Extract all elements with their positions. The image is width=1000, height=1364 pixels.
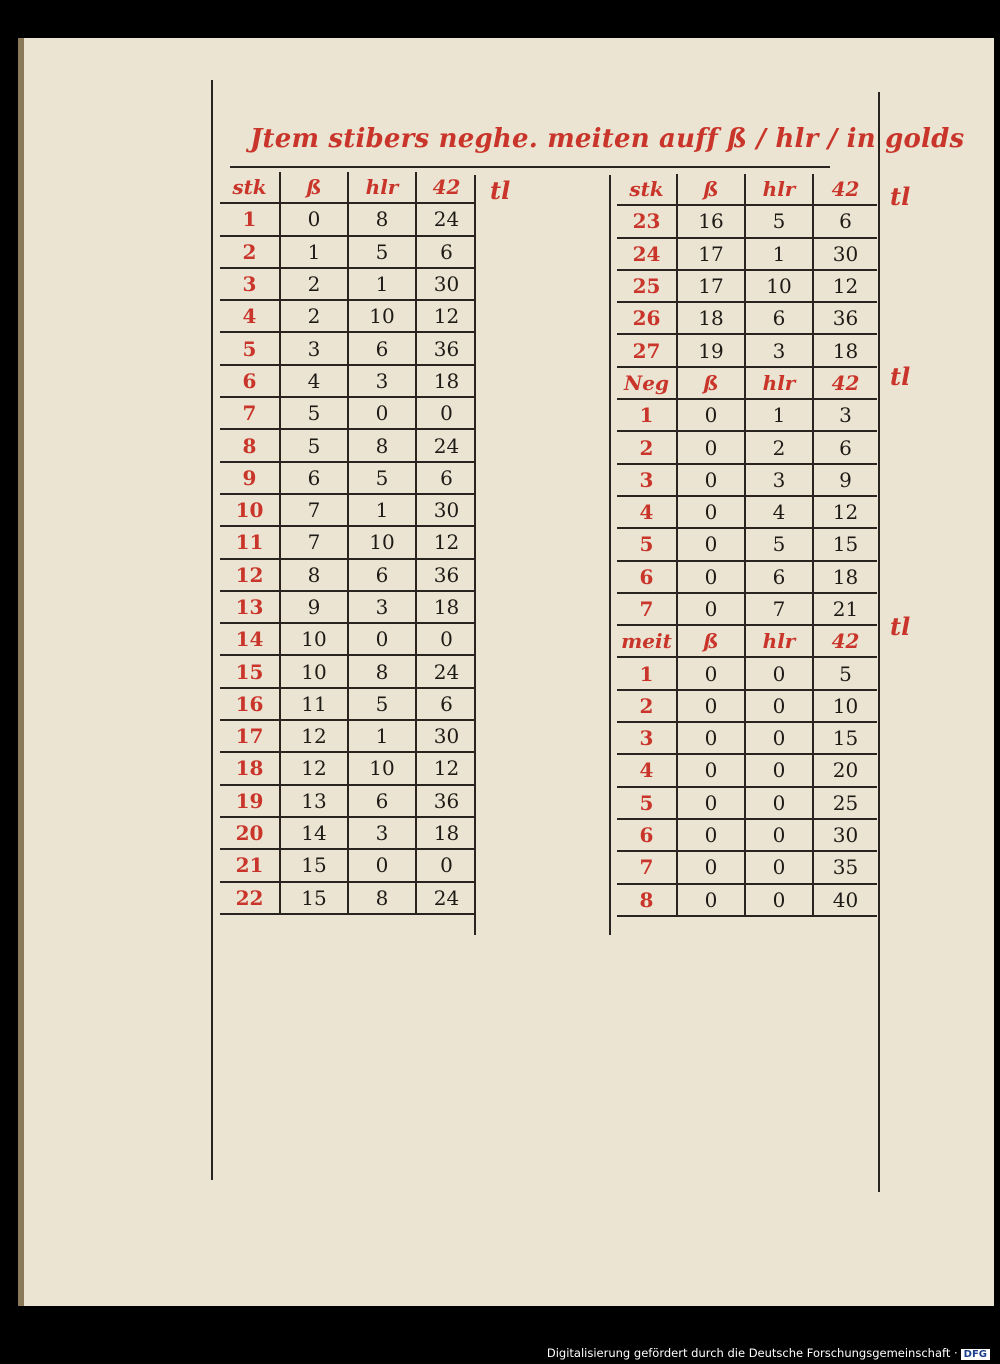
row-label: 17 [220, 720, 280, 752]
table-row [220, 623, 476, 655]
table-cell: 3 [348, 365, 416, 397]
table-cell: 1 [745, 399, 813, 431]
table-cell: 0 [677, 464, 745, 496]
table-row [617, 496, 877, 528]
table-cell: 5 [280, 429, 348, 461]
table-cell: 0 [677, 819, 745, 851]
table-cell: 8 [348, 655, 416, 687]
table-row [220, 268, 476, 300]
table-cell: 24 [416, 655, 476, 687]
table-row [220, 300, 476, 332]
header-42: 42 [416, 172, 476, 203]
row-label: 1 [220, 203, 280, 235]
table-cell: 0 [677, 528, 745, 560]
table-cell: 30 [416, 268, 476, 300]
table-cell: 0 [745, 819, 813, 851]
table-row [617, 787, 877, 819]
row-label: 16 [220, 688, 280, 720]
table-cell: 6 [348, 332, 416, 364]
row-label: 2 [617, 690, 677, 722]
table-row [220, 817, 476, 849]
row-label: 9 [220, 462, 280, 494]
row-label: 4 [617, 496, 677, 528]
neg-header-cell: 42 [813, 367, 877, 399]
row-label: 18 [220, 752, 280, 784]
table-row [220, 720, 476, 752]
table-cell: 30 [416, 494, 476, 526]
table-cell: 18 [416, 817, 476, 849]
row-label: 8 [220, 429, 280, 461]
header-shilling: ß [280, 172, 348, 203]
row-label: 25 [617, 270, 677, 302]
left-ledger-table [220, 172, 476, 915]
meit-header-cell: hlr [745, 625, 813, 657]
table-cell: 10 [348, 300, 416, 332]
table-cell: 5 [280, 397, 348, 429]
table-cell: 11 [280, 688, 348, 720]
row-label: 2 [617, 431, 677, 463]
table-row [617, 561, 877, 593]
table-cell: 19 [677, 334, 745, 366]
table-cell: 5 [813, 657, 877, 689]
table-cell: 8 [348, 429, 416, 461]
table-cell: 6 [745, 561, 813, 593]
table-cell: 7 [745, 593, 813, 625]
row-label: 6 [617, 561, 677, 593]
table-cell: 9 [280, 591, 348, 623]
row-label: 5 [617, 787, 677, 819]
table-row [220, 655, 476, 687]
table-cell: 0 [677, 496, 745, 528]
table-row [617, 722, 877, 754]
table-cell: 5 [745, 528, 813, 560]
table-cell: 12 [813, 270, 877, 302]
row-label: 24 [617, 238, 677, 270]
table-cell: 1 [745, 238, 813, 270]
unit-mark-right-1: tl [890, 182, 911, 211]
dfg-logo: DFG [961, 1349, 990, 1360]
table-cell: 0 [677, 657, 745, 689]
table-cell: 3 [280, 332, 348, 364]
table-row [617, 528, 877, 560]
table-cell: 18 [813, 334, 877, 366]
table-cell: 12 [280, 752, 348, 784]
table-cell: 10 [280, 623, 348, 655]
row-label: 12 [220, 559, 280, 591]
row-label: 3 [617, 464, 677, 496]
table-cell: 30 [813, 238, 877, 270]
table-cell: 3 [813, 399, 877, 431]
row-label: 5 [220, 332, 280, 364]
header-stk: stk [220, 172, 280, 203]
ruling-right [878, 92, 880, 1192]
table-cell: 1 [348, 268, 416, 300]
ruling-mid-right [609, 175, 611, 935]
table-cell: 15 [813, 528, 877, 560]
table-row [220, 688, 476, 720]
table-cell: 3 [745, 334, 813, 366]
table-row [617, 238, 877, 270]
table-cell: 0 [745, 690, 813, 722]
row-label: 20 [220, 817, 280, 849]
row-label: 26 [617, 302, 677, 334]
header-stk: stk [617, 174, 677, 205]
table-row [617, 690, 877, 722]
table-cell: 35 [813, 851, 877, 883]
table-cell: 8 [280, 559, 348, 591]
row-label: 6 [617, 819, 677, 851]
row-label: 5 [617, 528, 677, 560]
table-cell: 0 [348, 849, 416, 881]
table-cell: 0 [677, 561, 745, 593]
table-cell: 4 [280, 365, 348, 397]
table-cell: 0 [677, 690, 745, 722]
table-cell: 8 [348, 882, 416, 914]
table-cell: 6 [745, 302, 813, 334]
unit-mark-right-meit: tl [890, 612, 911, 641]
row-label: 1 [617, 657, 677, 689]
table-cell: 0 [745, 722, 813, 754]
table-row [220, 849, 476, 881]
table-row [220, 429, 476, 461]
table-cell: 0 [348, 397, 416, 429]
table-cell: 40 [813, 884, 877, 916]
table-cell: 0 [745, 754, 813, 786]
table-cell: 7 [280, 526, 348, 558]
table-cell: 0 [677, 431, 745, 463]
table-cell: 1 [348, 720, 416, 752]
table-row [617, 819, 877, 851]
right-header-row [617, 174, 877, 205]
table-cell: 0 [745, 657, 813, 689]
table-cell: 0 [745, 851, 813, 883]
table-cell: 20 [813, 754, 877, 786]
row-label: 22 [220, 882, 280, 914]
table-cell: 13 [280, 785, 348, 817]
table-row [617, 593, 877, 625]
table-cell: 12 [813, 496, 877, 528]
row-label: 4 [220, 300, 280, 332]
table-cell: 16 [677, 205, 745, 237]
table-row [220, 785, 476, 817]
table-row [220, 526, 476, 558]
row-label: 7 [617, 851, 677, 883]
table-cell: 6 [348, 559, 416, 591]
table-cell: 12 [416, 526, 476, 558]
table-cell: 0 [416, 623, 476, 655]
table-cell: 21 [813, 593, 877, 625]
table-cell: 10 [348, 526, 416, 558]
neg-header-row [617, 367, 877, 399]
table-cell: 10 [348, 752, 416, 784]
table-cell: 0 [745, 884, 813, 916]
table-cell: 0 [677, 884, 745, 916]
table-row [220, 752, 476, 784]
table-cell: 5 [348, 462, 416, 494]
table-row [617, 884, 877, 916]
table-cell: 18 [416, 591, 476, 623]
table-cell: 36 [813, 302, 877, 334]
table-row [617, 334, 877, 366]
table-row [220, 462, 476, 494]
table-row [617, 464, 877, 496]
header-42: 42 [813, 174, 877, 205]
table-cell: 30 [813, 819, 877, 851]
table-cell: 0 [745, 787, 813, 819]
table-row [617, 399, 877, 431]
row-label: 13 [220, 591, 280, 623]
unit-mark-left: tl [490, 176, 511, 205]
ruling-left [211, 80, 213, 1180]
ruling-title-base [230, 166, 830, 168]
table-cell: 25 [813, 787, 877, 819]
row-label: 19 [220, 785, 280, 817]
table-row [220, 397, 476, 429]
meit-header-cell: meit [617, 625, 677, 657]
row-label: 23 [617, 205, 677, 237]
table-row [220, 236, 476, 268]
table-cell: 36 [416, 559, 476, 591]
table-cell: 10 [813, 690, 877, 722]
row-label: 2 [220, 236, 280, 268]
table-cell: 0 [677, 399, 745, 431]
table-cell: 24 [416, 203, 476, 235]
table-row [220, 365, 476, 397]
table-cell: 6 [280, 462, 348, 494]
table-cell: 4 [745, 496, 813, 528]
table-row [617, 205, 877, 237]
table-cell: 7 [280, 494, 348, 526]
table-cell: 14 [280, 817, 348, 849]
table-row [220, 332, 476, 364]
row-label: 1 [617, 399, 677, 431]
table-cell: 0 [677, 722, 745, 754]
table-cell: 12 [416, 752, 476, 784]
table-cell: 6 [416, 236, 476, 268]
header-shilling: ß [677, 174, 745, 205]
row-label: 6 [220, 365, 280, 397]
page-title: Jtem stibers neghe. meiten auff ß / hlr / in golds [250, 124, 965, 154]
header-heller: hlr [745, 174, 813, 205]
meit-header-row [617, 625, 877, 657]
table-cell: 3 [745, 464, 813, 496]
row-label: 7 [617, 593, 677, 625]
table-row [617, 431, 877, 463]
footer-credit [547, 1346, 990, 1360]
table-row [617, 270, 877, 302]
meit-header-cell: 42 [813, 625, 877, 657]
table-row [220, 494, 476, 526]
row-label: 3 [617, 722, 677, 754]
row-label: 14 [220, 623, 280, 655]
table-cell: 17 [677, 238, 745, 270]
footer-text: Digitalisierung gefördert durch die Deutsche Forschungsgemeinschaft · [546, 1346, 958, 1360]
table-cell: 9 [813, 464, 877, 496]
neg-header-cell: Neg [617, 367, 677, 399]
table-cell: 0 [416, 849, 476, 881]
table-cell: 10 [745, 270, 813, 302]
table-row [617, 754, 877, 786]
row-label: 11 [220, 526, 280, 558]
table-cell: 2 [280, 300, 348, 332]
table-cell: 18 [813, 561, 877, 593]
table-cell: 1 [280, 236, 348, 268]
table-row [617, 851, 877, 883]
table-cell: 5 [348, 236, 416, 268]
row-label: 8 [617, 884, 677, 916]
table-cell: 0 [348, 623, 416, 655]
table-cell: 30 [416, 720, 476, 752]
table-cell: 15 [280, 849, 348, 881]
table-cell: 8 [348, 203, 416, 235]
right-ledger-table [617, 174, 877, 917]
row-label: 27 [617, 334, 677, 366]
table-cell: 24 [416, 429, 476, 461]
table-cell: 3 [348, 817, 416, 849]
table-cell: 0 [677, 851, 745, 883]
table-cell: 6 [813, 431, 877, 463]
table-cell: 6 [813, 205, 877, 237]
neg-header-cell: hlr [745, 367, 813, 399]
row-label: 10 [220, 494, 280, 526]
table-cell: 12 [280, 720, 348, 752]
table-cell: 15 [813, 722, 877, 754]
table-row [220, 882, 476, 914]
row-label: 3 [220, 268, 280, 300]
table-cell: 5 [348, 688, 416, 720]
row-label: 4 [617, 754, 677, 786]
table-row [220, 559, 476, 591]
table-cell: 2 [745, 431, 813, 463]
header-heller: hlr [348, 172, 416, 203]
meit-header-cell: ß [677, 625, 745, 657]
table-cell: 6 [348, 785, 416, 817]
table-cell: 10 [280, 655, 348, 687]
neg-header-cell: ß [677, 367, 745, 399]
table-cell: 18 [677, 302, 745, 334]
table-cell: 6 [416, 462, 476, 494]
table-cell: 0 [677, 593, 745, 625]
unit-mark-right-neg: tl [890, 362, 911, 391]
table-row [617, 657, 877, 689]
table-row [220, 591, 476, 623]
table-cell: 1 [348, 494, 416, 526]
table-cell: 12 [416, 300, 476, 332]
table-cell: 0 [677, 787, 745, 819]
left-header-row [220, 172, 476, 203]
table-cell: 2 [280, 268, 348, 300]
row-label: 15 [220, 655, 280, 687]
table-cell: 18 [416, 365, 476, 397]
table-cell: 6 [416, 688, 476, 720]
row-label: 21 [220, 849, 280, 881]
table-cell: 3 [348, 591, 416, 623]
row-label: 7 [220, 397, 280, 429]
table-cell: 15 [280, 882, 348, 914]
table-cell: 36 [416, 785, 476, 817]
table-cell: 5 [745, 205, 813, 237]
table-cell: 0 [280, 203, 348, 235]
table-cell: 36 [416, 332, 476, 364]
table-cell: 17 [677, 270, 745, 302]
table-cell: 0 [416, 397, 476, 429]
table-cell: 0 [677, 754, 745, 786]
table-row [220, 203, 476, 235]
table-cell: 24 [416, 882, 476, 914]
table-row [617, 302, 877, 334]
